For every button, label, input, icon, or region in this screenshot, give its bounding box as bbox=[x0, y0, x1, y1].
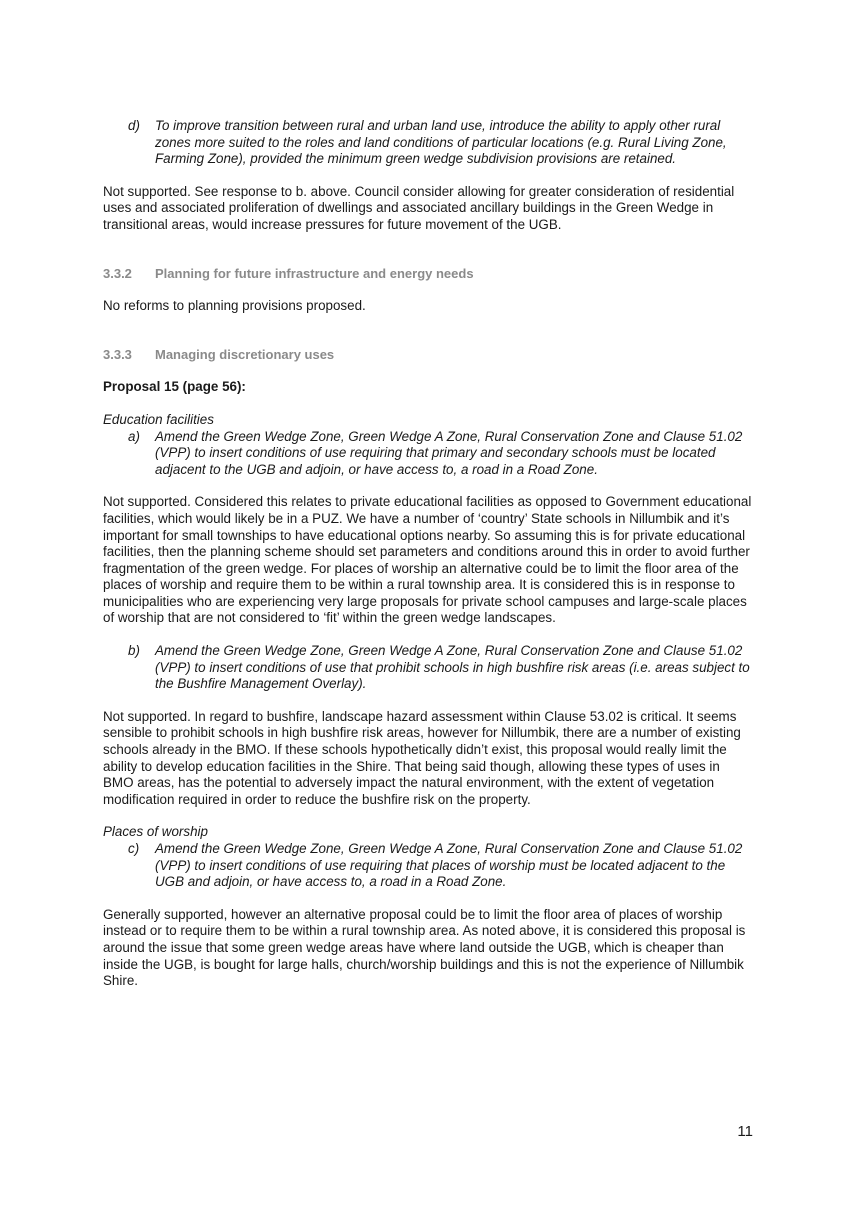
proposal-text: Amend the Green Wedge Zone, Green Wedge A Zone, Rural Conservation Zone and Clause 51.02 (VPP) to insert conditions of use that prohibit schools in high bushfire risk areas (i.e. areas subject to the Bushfire Management Overlay). bbox=[155, 643, 750, 692]
list-marker: d) bbox=[128, 118, 140, 133]
response-paragraph: Not supported. Considered this relates to private educational facilities as opposed to Government educational facilities, which would likely be in a PUZ. We have a number of ‘country’ State schools in Nillumbik and it’s important for small townships to have educational options nearby. So assuming this is for private educational facilities, then the planning scheme should set parameters and conditions around this in order to avoid further fragmentation of the green wedge. For places of worship an alternative could be to limit the floor area of the places of worship and require them to be within a rural township area. It is considered this is in response to municipalities who are experiencing very large proposals for private school campuses and large-scale places of worship that are not considered to ‘fit’ within the green wedge landscapes. bbox=[103, 494, 752, 626]
response-paragraph: Not supported. See response to b. above. Council consider allowing for greater consideration of residential uses and associated proliferation of dwellings and associated ancillary buildings in the Green Wedge in transitional areas, would increase pressures for future movement of the UGB. bbox=[103, 183, 735, 232]
subheading-worship: Places of worship bbox=[103, 824, 208, 840]
section-heading-3-3-3 bbox=[103, 347, 753, 364]
proposal-item-c bbox=[128, 841, 753, 891]
list-marker: b) bbox=[128, 643, 140, 659]
section-title: Planning for future infrastructure and energy needs bbox=[155, 265, 474, 281]
proposal-text: Amend the Green Wedge Zone, Green Wedge A Zone, Rural Conservation Zone and Clause 51.02 (VPP) to insert conditions of use requiring that places of worship must be located adjacent to the UGB and adjoin, or have access to, a road in a Road Zone. bbox=[155, 841, 743, 890]
proposal-item-a bbox=[128, 429, 753, 479]
subheading-education: Education facilities bbox=[103, 411, 214, 427]
proposal-item-d bbox=[128, 118, 753, 168]
response-paragraph: Not supported. In regard to bushfire, landscape hazard assessment within Clause 53.02 is critical. It seems sensible to prohibit schools in high bushfire risk areas, however for Nillumbik, there are a number of existing schools already in the BMO. If these schools hypothetically didn’t exist, this proposal would really limit the ability to develop education facilities in the Shire. That being said though, allowing these types of uses in BMO areas, has the potential to adversely impact the natural environment, with the extent of vegetation modification required in order to reduce the bushfire risk on the property. bbox=[103, 708, 741, 807]
section-number: 3.3.3 bbox=[103, 346, 132, 362]
proposal-item-b bbox=[128, 643, 753, 693]
document-body bbox=[103, 118, 753, 990]
section-title: Managing discretionary uses bbox=[155, 346, 335, 362]
list-marker: c) bbox=[128, 841, 140, 856]
proposal-text: Amend the Green Wedge Zone, Green Wedge A Zone, Rural Conservation Zone and Clause 51.02 (VPP) to insert conditions of use requiring that primary and secondary schools must be located adjacent to the UGB and adjoin, or have access to, a road in a Road Zone. bbox=[155, 428, 743, 477]
section-heading-3-3-2 bbox=[103, 266, 753, 283]
list-marker: a) bbox=[128, 428, 140, 444]
page-number: 11 bbox=[737, 1123, 753, 1140]
response-paragraph: Generally supported, however an alternative proposal could be to limit the floor area of places of worship instead or to require them to be within a rural township area. As noted above, it is considered this proposal is around the issue that some green wedge areas have where land outside the UGB, which is cheaper than inside the UGB, is bought for large halls, church/worship buildings and this is not the experience of Nillumbik Shire. bbox=[103, 906, 746, 989]
section-number: 3.3.2 bbox=[103, 265, 132, 281]
proposal-text: To improve transition between rural and urban land use, introduce the ability to apply other rural zones more suited to the roles and land conditions of particular locations (e.g. Rural Living Zone, Farming Zone), provided the minimum green wedge subdivision provisions are retained. bbox=[155, 118, 727, 167]
proposal-heading: Proposal 15 (page 56): bbox=[103, 379, 246, 395]
response-paragraph: No reforms to planning provisions proposed. bbox=[103, 298, 366, 314]
